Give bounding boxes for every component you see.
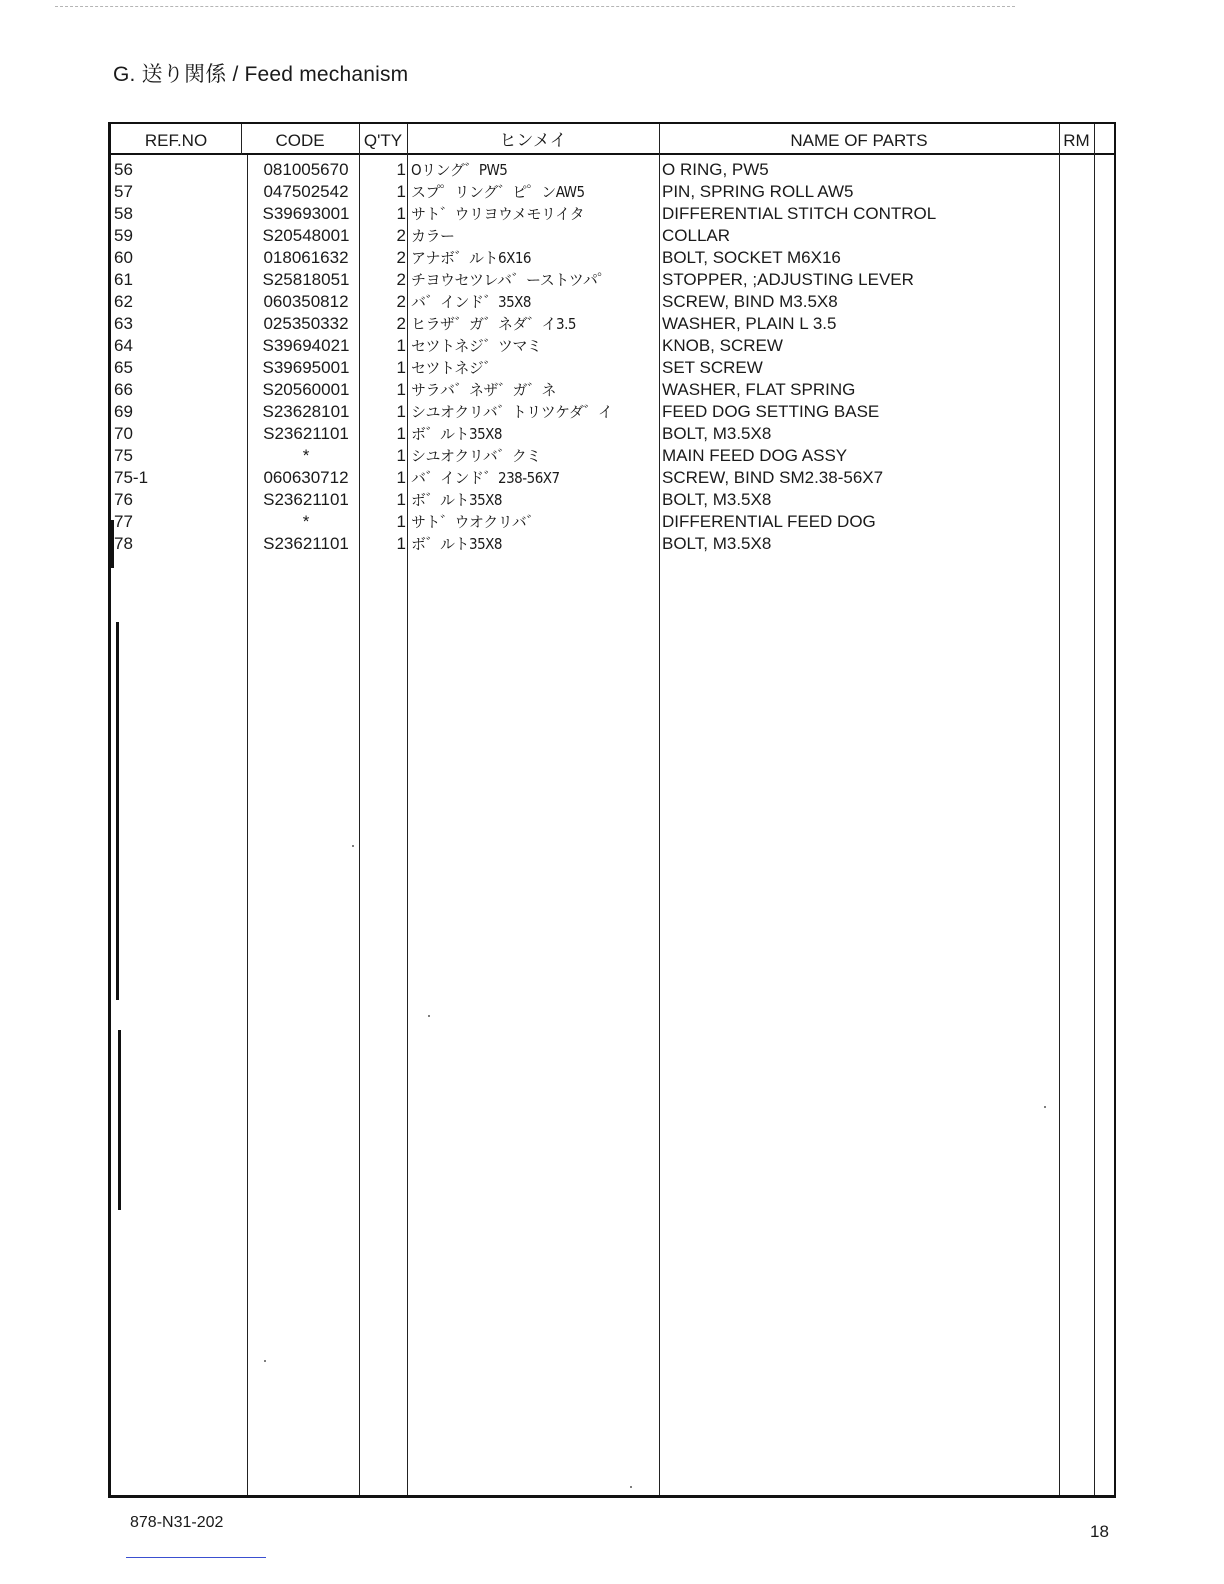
kana-name-cell: バ゛インド゛238-56X7 — [411, 469, 560, 487]
kana-name-cell: サト゛ウオクリバ゛ — [411, 513, 541, 531]
ref-no-cell: 76 — [114, 490, 133, 509]
col-header-qty: Q'TY — [363, 131, 403, 150]
qty-cell: 1 — [396, 512, 406, 531]
qty-cell: 1 — [396, 160, 406, 179]
kana-name-cell: Oリング゛PW5 — [411, 161, 508, 179]
table-row — [111, 247, 1114, 269]
table-row — [111, 203, 1114, 225]
part-name-cell: COLLAR — [662, 226, 731, 245]
ref-no-cell: 65 — [114, 358, 133, 377]
qty-cell: 2 — [396, 226, 406, 245]
part-name-cell: FEED DOG SETTING BASE — [662, 402, 880, 421]
kana-name-cell: シユオクリバ゛トリツケダ゛イ — [411, 403, 613, 421]
qty-cell: 1 — [396, 468, 406, 487]
kana-name-cell: セツトネジ゛ツマミ — [411, 337, 542, 355]
qty-cell: 1 — [396, 534, 406, 553]
part-name-cell: KNOB, SCREW — [662, 336, 783, 355]
code-cell: 081005670 — [263, 160, 349, 179]
kana-name-cell: ボ゛ルト35X8 — [411, 535, 502, 553]
code-cell: S39695001 — [262, 358, 350, 377]
col-header-ref: REF.NO — [144, 131, 208, 150]
code-cell: S23628101 — [262, 402, 350, 421]
scan-edge-mark — [118, 1030, 121, 1210]
code-cell: S23621101 — [263, 534, 349, 553]
scan-speck — [352, 845, 354, 847]
qty-cell: 2 — [396, 314, 406, 333]
kana-name-cell: カラー — [411, 227, 455, 245]
part-name-cell: WASHER, FLAT SPRING — [662, 380, 856, 399]
code-cell: S20548001 — [262, 226, 350, 245]
table-row — [111, 313, 1114, 335]
ref-no-cell: 57 — [114, 182, 133, 201]
kana-name-cell: セツトネジ゛ — [411, 359, 498, 377]
kana-name-cell: スプ゜リング゛ピ゜ンAW5 — [411, 183, 585, 201]
qty-cell: 1 — [396, 490, 406, 509]
part-name-cell: MAIN FEED DOG ASSY — [662, 446, 848, 465]
qty-cell: 1 — [396, 336, 406, 355]
part-name-cell: BOLT, M3.5X8 — [662, 490, 772, 509]
table-row — [111, 181, 1114, 203]
kana-name-cell: サラバ゛ネザ゛ガ゛ネ — [411, 381, 557, 399]
ref-no-cell: 66 — [114, 380, 133, 399]
code-cell: 047502542 — [263, 182, 349, 201]
top-scan-rule — [55, 6, 1015, 7]
table-row — [111, 159, 1114, 181]
col-header-rm: RM — [1063, 131, 1090, 150]
ref-no-cell: 59 — [114, 226, 133, 245]
table-row — [111, 533, 1114, 555]
kana-name-cell: アナボ゛ルト6X16 — [411, 249, 531, 267]
table-row — [111, 511, 1114, 533]
kana-name-cell: ボ゛ルト35X8 — [411, 425, 502, 443]
ref-no-cell: 75 — [114, 446, 133, 465]
ref-no-cell: 77 — [114, 512, 133, 531]
page-number: 18 — [1090, 1522, 1109, 1541]
part-name-cell: DIFFERENTIAL STITCH CONTROL — [662, 204, 937, 223]
qty-cell: 2 — [396, 270, 406, 289]
scan-speck — [264, 1360, 266, 1362]
part-name-cell: BOLT, M3.5X8 — [662, 534, 772, 553]
ref-no-cell: 61 — [114, 270, 133, 289]
code-cell: S20560001 — [262, 380, 350, 399]
ref-no-cell: 60 — [114, 248, 133, 267]
qty-cell: 2 — [396, 292, 406, 311]
scan-speck — [428, 1015, 430, 1017]
table-header — [111, 124, 1114, 155]
qty-cell: 1 — [396, 424, 406, 443]
scan-speck — [630, 1486, 632, 1488]
ref-no-cell: 78 — [114, 534, 133, 553]
ref-no-cell: 64 — [114, 336, 133, 355]
part-name-cell: BOLT, M3.5X8 — [662, 424, 772, 443]
code-cell: S39693001 — [262, 204, 350, 223]
table-row — [111, 401, 1114, 423]
ref-no-cell: 70 — [114, 424, 133, 443]
table-body — [111, 159, 1114, 555]
document-code: 878-N31-202 — [130, 1514, 224, 1531]
scan-edge-mark — [116, 622, 119, 1000]
code-cell: 060350812 — [263, 292, 349, 311]
kana-name-cell: バ゛インド゛35X8 — [411, 293, 531, 311]
code-cell: * — [302, 446, 310, 465]
scan-edge-mark — [111, 520, 114, 568]
code-cell: S39694021 — [262, 336, 350, 355]
scan-speck — [1044, 1106, 1046, 1108]
kana-name-cell: チヨウセツレバ゛ーストツパ゜ — [411, 271, 612, 289]
code-cell: S23621101 — [263, 424, 349, 443]
code-cell: S25818051 — [262, 270, 350, 289]
part-name-cell: DIFFERENTIAL FEED DOG — [662, 512, 876, 531]
part-name-cell: SCREW, BIND M3.5X8 — [662, 292, 838, 311]
ref-no-cell: 69 — [114, 402, 133, 421]
qty-cell: 1 — [396, 446, 406, 465]
part-name-cell: STOPPER, ;ADJUSTING LEVER — [662, 270, 914, 289]
code-cell: S23621101 — [263, 490, 349, 509]
col-header-name: NAME OF PARTS — [790, 131, 928, 150]
qty-cell: 1 — [396, 182, 406, 201]
qty-cell: 1 — [396, 380, 406, 399]
code-cell: 025350332 — [263, 314, 349, 333]
code-cell: 018061632 — [263, 248, 349, 267]
parts-table — [108, 122, 1116, 1498]
part-name-cell: BOLT, SOCKET M6X16 — [662, 248, 841, 267]
ref-no-cell: 63 — [114, 314, 133, 333]
ref-no-cell: 58 — [114, 204, 133, 223]
table-row — [111, 225, 1114, 247]
qty-cell: 1 — [396, 204, 406, 223]
table-row — [111, 379, 1114, 401]
table-row — [111, 445, 1114, 467]
qty-cell: 2 — [396, 248, 406, 267]
page-title: G. 送り関係 / Feed mechanism — [113, 63, 409, 86]
table-row — [111, 423, 1114, 445]
part-name-cell: SET SCREW — [662, 358, 763, 377]
kana-name-cell: シユオクリバ゛クミ — [411, 447, 541, 465]
col-header-kana: ヒンメイ — [499, 131, 567, 150]
qty-cell: 1 — [396, 358, 406, 377]
table-row — [111, 269, 1114, 291]
part-name-cell: PIN, SPRING ROLL AW5 — [662, 182, 854, 201]
table-row — [111, 489, 1114, 511]
table-row — [111, 357, 1114, 379]
code-cell: * — [302, 512, 310, 531]
part-name-cell: O RING, PW5 — [662, 160, 769, 179]
col-header-code: CODE — [275, 131, 325, 150]
ref-no-cell: 56 — [114, 160, 133, 179]
kana-name-cell: ボ゛ルト35X8 — [411, 491, 502, 509]
part-name-cell: SCREW, BIND SM2.38-56X7 — [662, 468, 884, 487]
ref-no-cell: 75-1 — [114, 468, 149, 487]
kana-name-cell: ヒラザ゛ガ゛ネダ゛イ3.5 — [411, 315, 576, 333]
table-row — [111, 291, 1114, 313]
kana-name-cell: サト゛ウリヨウメモリイタ — [411, 205, 585, 223]
qty-cell: 1 — [396, 402, 406, 421]
bottom-rule — [126, 1557, 266, 1558]
col-divider — [241, 124, 242, 155]
table-row — [111, 335, 1114, 357]
ref-no-cell: 62 — [114, 292, 133, 311]
part-name-cell: WASHER, PLAIN L 3.5 — [662, 314, 837, 333]
table-row — [111, 467, 1114, 489]
code-cell: 060630712 — [263, 468, 349, 487]
